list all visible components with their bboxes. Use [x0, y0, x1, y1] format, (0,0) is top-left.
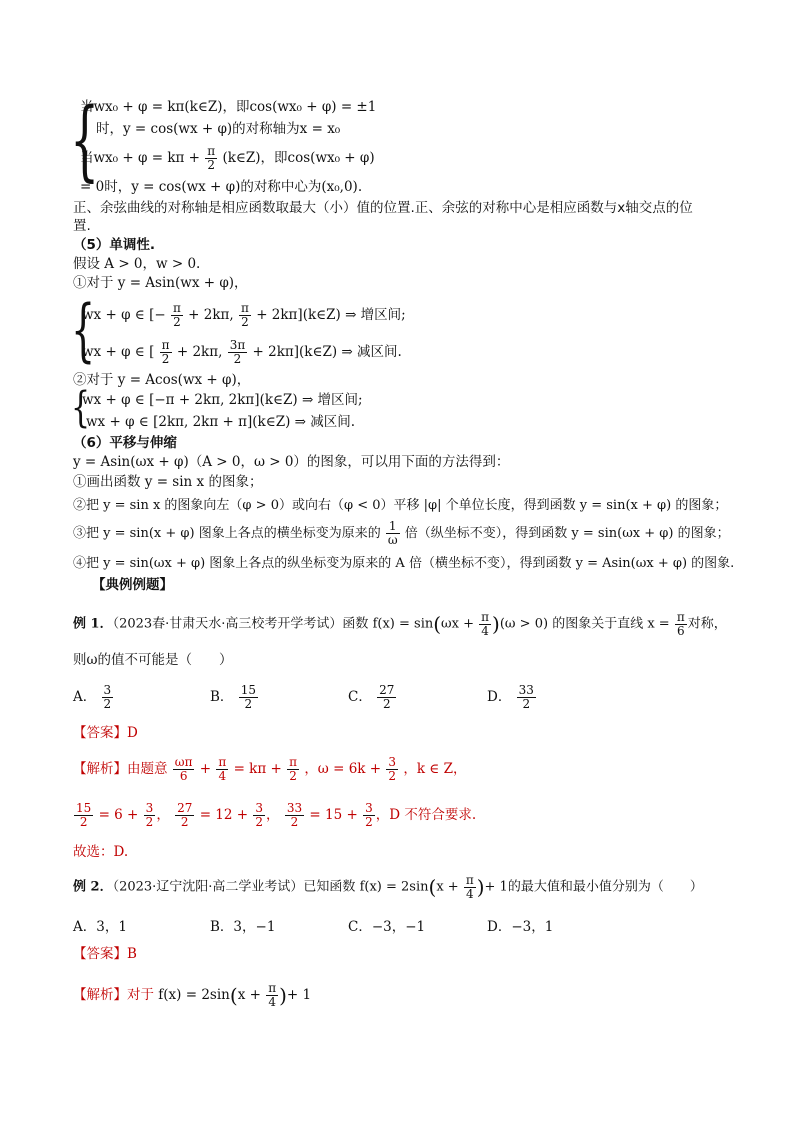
- example-2-question: 例 2．（2023·辽宁沈阳·高二学业考试）已知函数 f(x) = 2sin(x + $\frac{\pi}{4}$ )+ 1的最大值和最小值分别为（ ）: [73, 872, 703, 901]
- brace-line-1: 当wx₀ + φ = kπ(k∈Z)，即cos(wx₀ + φ) = ±1: [80, 99, 377, 115]
- transform-step-3: ③把 y = sin(x + φ) 图象上各点的横坐标变为原来的 $\frac{1}{\omega}$ 倍（纵坐标不变），得到函数 y = sin(ωx + φ) 的图象；: [73, 519, 730, 547]
- transform-step-1: ①画出函数 y = sin x 的图象；: [73, 474, 263, 490]
- example-1-conclusion: 故选：D.: [73, 844, 129, 860]
- assumption: 假设 A > 0，w > 0.: [73, 256, 201, 272]
- example-2-answer: 【答案】B: [73, 946, 137, 962]
- brace-line-4: = 0时，y = cos(wx + φ)的对称中心为(x₀,0).: [80, 179, 363, 195]
- left-brace: {: [71, 290, 96, 370]
- example-1-check: $\frac{15}{2}$ = 6 + $\frac{3}{2}$ ， $\frac{27}{2}$ = 12 + $\frac{3}{2}$ ， $\frac{33}{2}$ = 15 + $\frac{3}{2}$ ，D 不符合要求.: [76, 801, 477, 829]
- example-2-label: 例 2．: [73, 879, 113, 895]
- example-2-analysis: 【解析】对于 f(x) = 2sin(x + $\frac{\pi}{4}$ )+ 1: [73, 981, 312, 1009]
- transform-step-4: ④把 y = sin(ωx + φ) 图象上各点的纵坐标变为原来的 A 倍（横坐标不变），得到函数 y = Asin(ωx + φ) 的图象.: [73, 556, 735, 571]
- brace-line-2: 时，y = cos(wx + φ)的对称轴为x = x₀: [96, 121, 341, 137]
- cos-increase-interval: wx + φ ∈ [−π + 2kπ, 2kπ](k∈Z) ⇒ 增区间;: [82, 392, 363, 408]
- example-1-option-a: A． $\frac{3}{2}$: [73, 683, 112, 711]
- example-1-question-line-2: 则ω的值不可能是（ ）: [73, 652, 233, 668]
- sin-increase-interval: wx + φ ∈ [− $\frac{\pi}{2}$ + 2kπ, $\frac{\pi}{2}$ + 2kπ](k∈Z) ⇒ 增区间;: [82, 301, 406, 329]
- example-2-option-d: D．−3，1: [487, 919, 554, 935]
- section-6-heading: （6）平移与伸缩: [73, 435, 177, 451]
- item-1: ①对于 y = Asin(wx + φ)，: [73, 275, 248, 291]
- example-1-label: 例 1．: [73, 616, 113, 632]
- left-brace: {: [70, 88, 100, 191]
- typical-examples-heading: 【典例例题】: [92, 577, 173, 593]
- example-1-analysis: 【解析】由题意 $\frac{\omega\pi}{6}$ + $\frac{\pi}{4}$ = kπ + $\frac{\pi}{2}$ ，ω = 6k + $\frac{3}{2}$ ，k ∈ Z，: [73, 755, 467, 783]
- cos-decrease-interval: wx + φ ∈ [2kπ, 2kπ + π](k∈Z) ⇒ 减区间.: [86, 414, 356, 430]
- example-1-option-d: D． $\frac{33}{2}$: [487, 683, 534, 711]
- example-2-option-c: C．−3，−1: [348, 919, 426, 935]
- example-1-option-b: B． $\frac{15}{2}$: [210, 683, 256, 711]
- example-1-question: 例 1．（2023春·甘肃天水·高三校考开学考试）函数 f(x) = sin(ωx + $\frac{\pi}{4}$ )(ω > 0) 的图象关于直线 x = $\frac{\pi}{6}$ 对称，: [73, 609, 727, 638]
- brace-line-3: 当wx₀ + φ = kπ + $\frac{\pi}{2}$ (k∈Z)，即cos(wx₀ + φ): [80, 144, 375, 172]
- note-line-1: 正、余弦曲线的对称轴是相应函数取最大（小）值的位置.正、余弦的对称中心是相应函数与x轴交点的位: [73, 200, 693, 216]
- note-line-2: 置.: [73, 218, 91, 234]
- example-2-option-b: B．3，−1: [210, 919, 276, 935]
- section-5-heading: （5）单调性.: [73, 237, 156, 253]
- section-6-intro: y = Asin(ωx + φ)（A > 0，ω > 0）的图象，可以用下面的方法得到：: [73, 454, 510, 470]
- sin-decrease-interval: wx + φ ∈ [ $\frac{\pi}{2}$ + 2kπ, $\frac{3\pi}{2}$ + 2kπ](k∈Z) ⇒ 减区间.: [82, 338, 402, 366]
- example-1-answer: 【答案】D: [73, 725, 138, 741]
- example-1-option-c: C． $\frac{27}{2}$: [348, 683, 395, 711]
- example-2-option-a: A．3，1: [73, 919, 127, 935]
- transform-step-2: ②把 y = sin x 的图象向左（φ > 0）或向右（φ < 0）平移 |φ| 个单位长度，得到函数 y = sin(x + φ) 的图象；: [73, 498, 728, 513]
- item-2: ②对于 y = Acos(wx + φ)，: [73, 372, 251, 388]
- left-brace: {: [71, 383, 91, 433]
